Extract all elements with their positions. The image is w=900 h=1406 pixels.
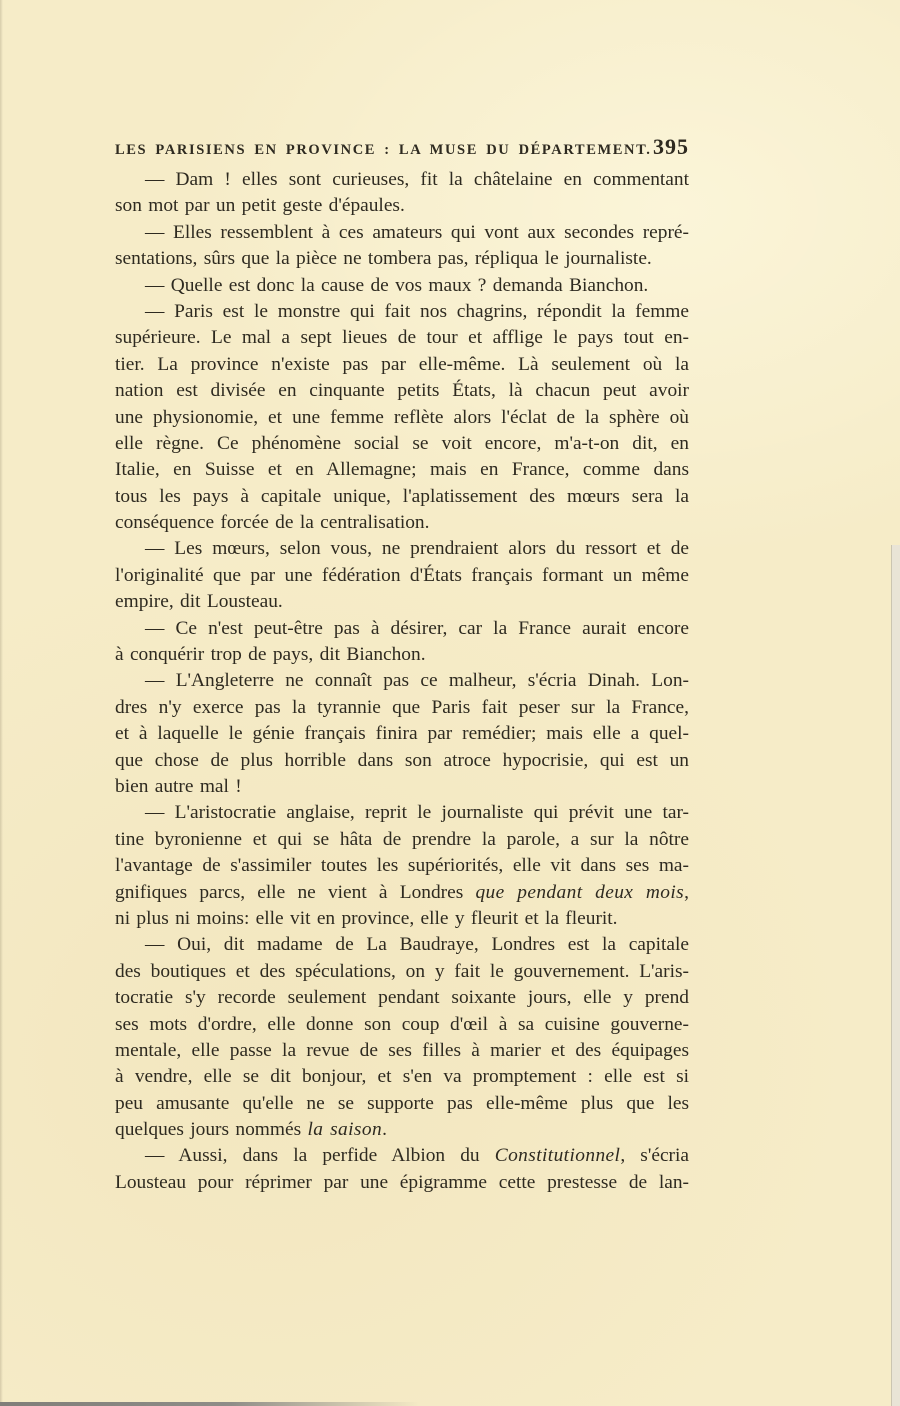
text-line: peu amusante qu'elle ne se supporte pas elle-même plus que les — [115, 1092, 689, 1114]
text-line: à conquérir trop de pays, dit Bianchon. — [115, 644, 426, 666]
text-line: — L'aristocratie anglaise, reprit le journaliste qui prévit une tar- — [145, 802, 689, 824]
page-number: 395 — [653, 134, 689, 159]
paragraph — [115, 800, 689, 932]
text-line: gnifiques parcs, elle ne vient à Londres que pendant deux mois, — [115, 881, 689, 903]
text-line: — Dam ! elles sont curieuses, fit la châtelaine en commentant — [145, 169, 689, 190]
text-line: mentale, elle passe la revue de ses filles à marier et des équipages — [115, 1039, 689, 1061]
paragraph — [115, 273, 689, 299]
text-line: Lousteau pour réprimer par une épigramme cette prestesse de lan- — [115, 1171, 689, 1193]
paragraph — [115, 932, 689, 1143]
running-header — [115, 134, 689, 160]
paragraph — [115, 220, 689, 273]
text-line: bien autre mal ! — [115, 775, 242, 797]
text-line: tine byronienne et qui se hâta de prendre la parole, a sur la nôtre — [115, 828, 689, 850]
scan-edge-right — [891, 545, 900, 1406]
text-line: l'avantage de s'assimiler toutes les supériorités, elle vit dans ses ma- — [115, 855, 689, 877]
paragraph — [115, 1143, 689, 1196]
text-line: Italie, en Suisse et en Allemagne; mais en France, comme dans — [115, 459, 689, 481]
text-line: empire, dit Lousteau. — [115, 591, 283, 613]
text-line: son mot par un petit geste d'épaules. — [115, 195, 405, 217]
paragraph — [115, 167, 689, 220]
text-line: — Les mœurs, selon vous, ne prendraient alors du ressort et de — [145, 538, 689, 560]
text-line: et à laquelle le génie français finira par remédier; mais elle a quel- — [115, 723, 689, 745]
text-line: tocratie s'y recorde seulement pendant soixante jours, elle y prend — [115, 987, 689, 1009]
text-line: nation est divisée en cinquante petits États, là chacun peut avoir — [115, 380, 689, 402]
text-line: — Quelle est donc la cause de vos maux ? demanda Bianchon. — [145, 274, 649, 296]
text-line: quelques jours nommés la saison. — [115, 1119, 387, 1141]
text-body — [115, 167, 689, 1196]
text-line: ni plus ni moins: elle vit en province, elle y fleurit et la fleurit. — [115, 907, 618, 929]
text-line: — Aussi, dans la perfide Albion du Constitutionnel, s'écria — [145, 1145, 690, 1167]
text-line: à vendre, elle se dit bonjour, et s'en va promptement : elle est si — [115, 1066, 689, 1088]
text-line: sentations, sûrs que la pièce ne tombera pas, répliqua le journaliste. — [115, 248, 652, 270]
text-line: des boutiques et des spéculations, on y fait le gouvernement. L'aris- — [115, 960, 689, 982]
paragraph — [115, 668, 689, 800]
text-line: tous les pays à capitale unique, l'aplatissement des mœurs sera la — [115, 485, 689, 507]
text-line: — Paris est le monstre qui fait nos chagrins, répondit la femme — [145, 300, 689, 322]
text-line: ses mots d'ordre, elle donne son coup d'œil à sa cuisine gouverne- — [115, 1013, 689, 1035]
paragraph — [115, 616, 689, 669]
scan-edge-left — [0, 0, 3, 1406]
paragraph — [115, 536, 689, 615]
text-line: supérieure. Le mal a sept lieues de tour et afflige le pays tout en- — [115, 327, 689, 349]
text-line: l'originalité que par une fédération d'États français formant un même — [115, 564, 689, 586]
text-line: une physionomie, et une femme reflète alors l'éclat de la sphère où — [115, 406, 689, 428]
text-line: dres n'y exerce pas la tyrannie que Paris fait peser sur la France, — [115, 696, 689, 718]
text-line: conséquence forcée de la centralisation. — [115, 512, 430, 534]
text-line: tier. La province n'existe pas par elle-même. Là seulement où la — [115, 353, 689, 375]
text-line: elle règne. Ce phénomène social se voit encore, m'a-t-on dit, en — [115, 432, 689, 454]
text-line: — Elles ressemblent à ces amateurs qui vont aux secondes repré- — [145, 221, 689, 243]
text-line: — Ce n'est peut-être pas à désirer, car la France aurait encore — [145, 617, 689, 639]
text-line: — L'Angleterre ne connaît pas ce malheur, s'écria Dinah. Lon- — [145, 670, 689, 692]
running-header-title: LES PARISIENS EN PROVINCE : LA MUSE DU DÉPARTEMENT. — [115, 142, 652, 158]
text-line: — Oui, dit madame de La Baudraye, Londres est la capitale — [145, 934, 689, 956]
text-line: que chose de plus horrible dans son atroce hypocrisie, qui est un — [115, 749, 689, 771]
scan-edge-bottom-shadow — [0, 1402, 420, 1406]
paragraph — [115, 299, 689, 537]
